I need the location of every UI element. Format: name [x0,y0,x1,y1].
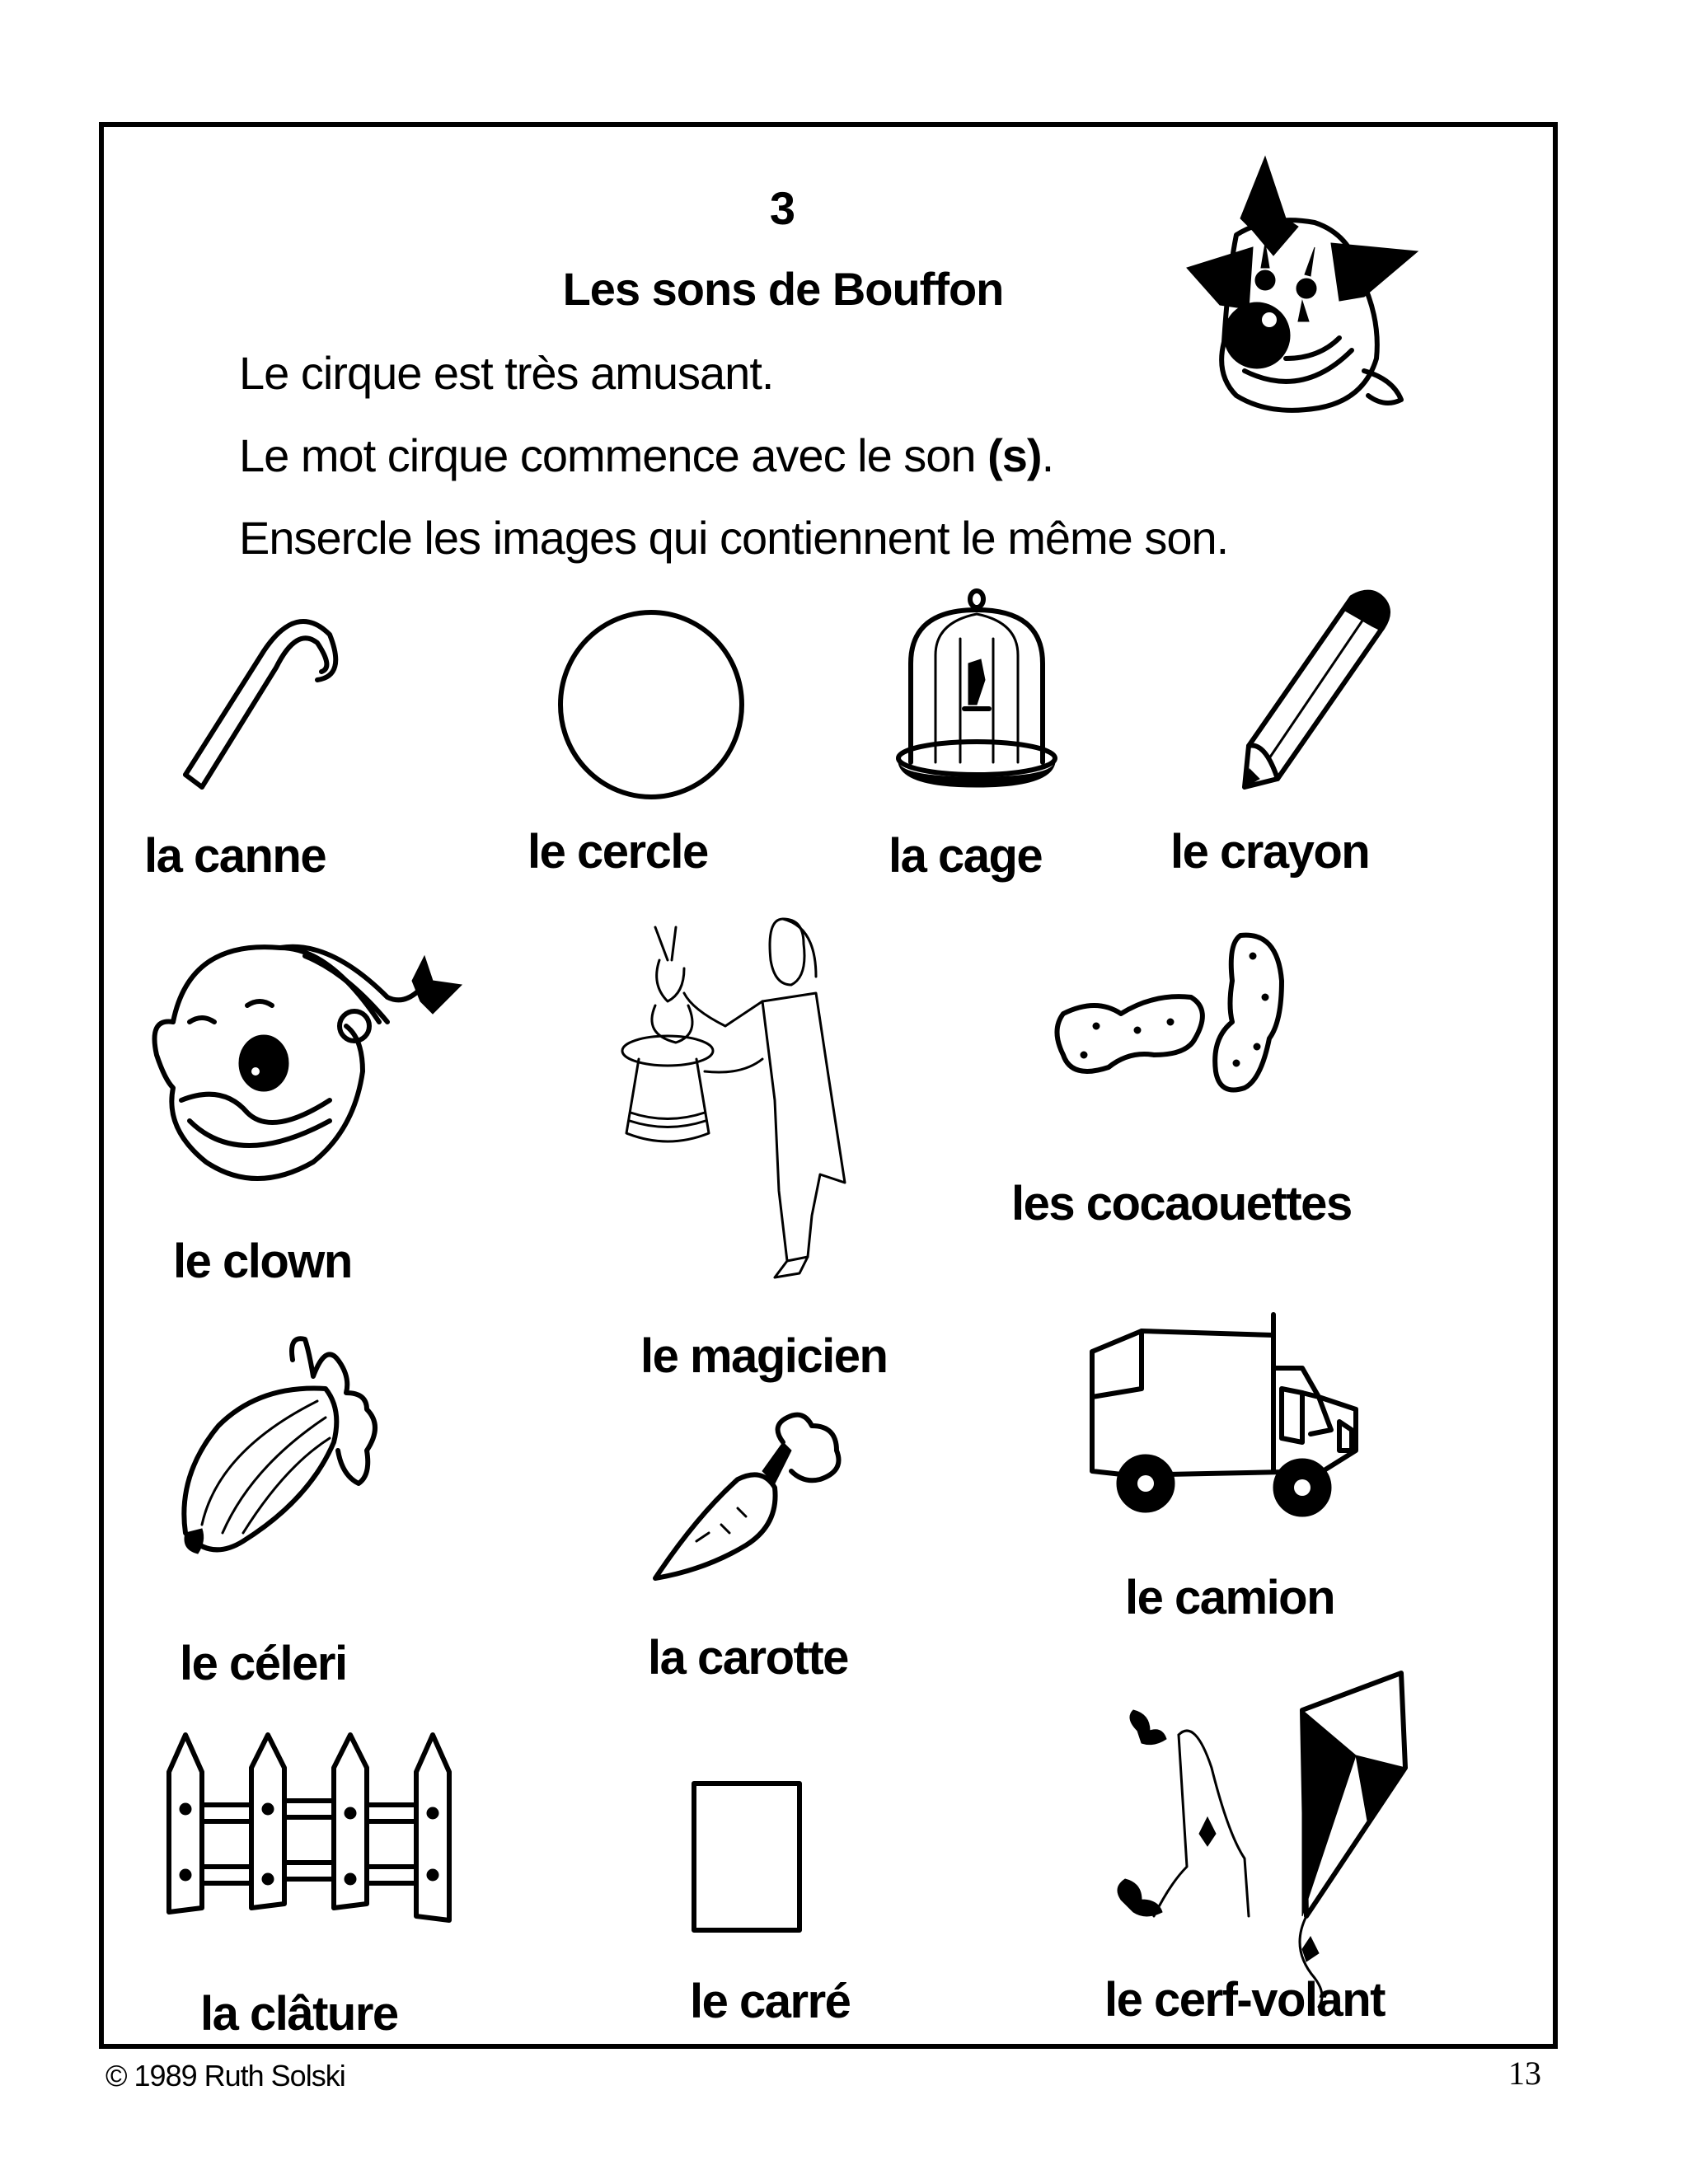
item-label-carre: le carré [690,1975,851,2028]
peanuts-icon [1047,931,1360,1113]
cane-icon [173,602,387,791]
item-label-cocaouettes: les cocaouettes [1011,1177,1352,1230]
page-number: 13 [1508,2055,1541,2092]
item-label-cloture: la clâture [200,1987,398,2041]
carrot-icon [647,1409,919,1586]
item-label-cercle: le cercle [528,825,708,879]
intro-line-2-text: Le mot cirque commence avec le son [239,429,976,481]
item-label-clown: le clown [173,1235,352,1288]
item-label-celeri: le céleri [180,1637,347,1690]
kite-icon [1104,1669,1451,1941]
sound-marker: (s) [987,429,1042,481]
item-label-cerf-volant: le cerf-volant [1104,1973,1385,2027]
pencil-icon [1228,581,1401,799]
celery-icon [161,1327,441,1566]
intro-line-2 [239,429,1053,482]
clown-icon [140,923,486,1195]
item-label-carotte: la carotte [648,1631,848,1685]
page-title: Les sons de Bouffon [562,263,1004,315]
copyright-notice: © 1989 Ruth Solski [106,2059,345,2093]
item-label-canne: la canne [144,829,326,883]
instruction-line: Enserclе les images qui contiennent le même son. [239,512,1229,564]
item-label-magicien: le magicien [640,1329,888,1383]
lesson-number: 3 [769,182,797,234]
item-label-camion: le camion [1125,1571,1335,1624]
circle-icon [552,606,750,804]
intro-line-1: Le cirque est très amusant. [239,347,774,399]
truck-icon [1084,1306,1430,1554]
item-label-cage: la cage [889,829,1043,883]
fence-icon [165,1735,486,1933]
birdcage-icon [886,589,1067,795]
square-icon [691,1780,806,1937]
bouffon-clown-icon [1154,152,1418,424]
item-label-crayon: le crayon [1170,825,1370,879]
magician-icon [610,911,890,1290]
sound-suffix: . [1041,429,1054,481]
